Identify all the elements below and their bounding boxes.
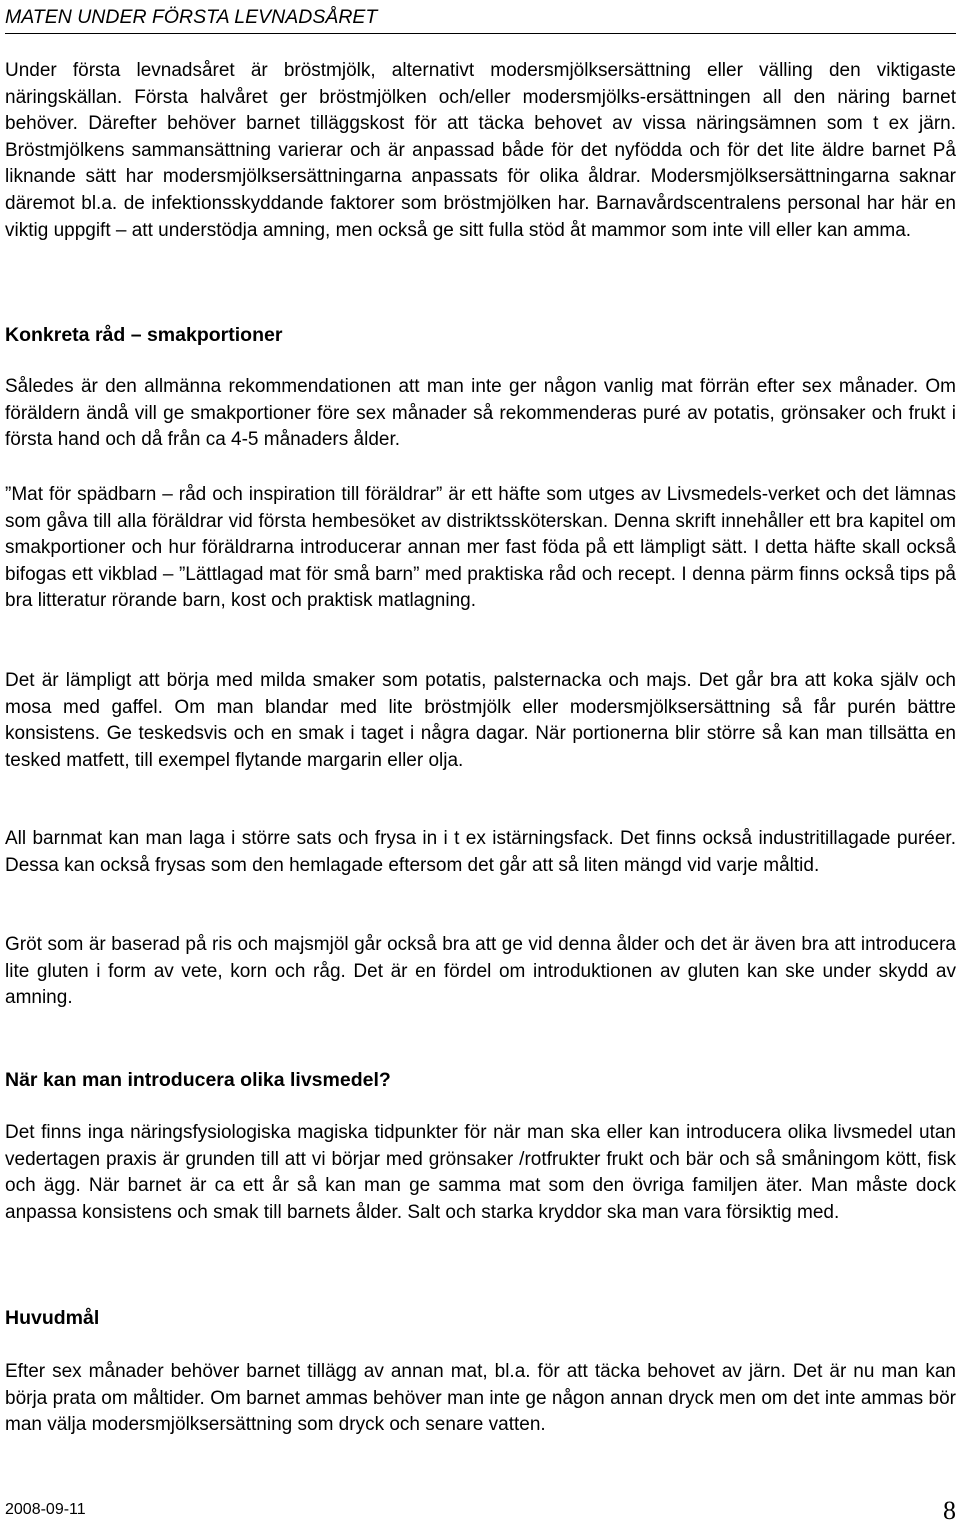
heading-introducera-livsmedel: När kan man introducera olika livsmedel? — [5, 1069, 391, 1091]
paragraph-smakportioner: Således är den allmänna rekommendationen att man inte ger någon vanlig mat förrän efter sex månader. Om föräldern ändå vill ge smakportioner före sex månader så rekommenderas puré av potatis, grönsaker och frukt i första hand och då från ca 4-5 månaders ålder. — [5, 376, 956, 451]
footer-page-number: 8 — [943, 1496, 956, 1525]
page-header-title: MATEN UNDER FÖRSTA LEVNADSÅRET — [5, 6, 378, 28]
heading-huvudmal: Huvudmål — [5, 1307, 100, 1329]
paragraph-huvudmal: Efter sex månader behöver barnet tillägg av annan mat, bl.a. för att täcka behovet av järn. Det är nu man kan börja prata om måltider. Om barnet ammas behöver man inte ge någon annan dryck men om det inte ammas bör man välja modersmjölksersättning som dryck och senare vatten. — [5, 1361, 956, 1436]
header-divider — [5, 33, 956, 34]
footer-date: 2008-09-11 — [5, 1501, 86, 1518]
paragraph-milda-smaker: Det är lämpligt att börja med milda smaker som potatis, palsternacka och majs. Det går bra att koka själv och mosa med gaffel. Om man blandar med lite bröstmjölk eller modersmjölksersättning så får purén bättre konsistens. Ge teskedsvis och en smak i taget i några dagar. När portionerna blir större så kan man tillsätta en tesked matfett, till exempel flytande margarin eller olja. — [5, 670, 956, 771]
paragraph-grot: Gröt som är baserad på ris och majsmjöl går också bra att ge vid denna ålder och det är även bra att introducera lite gluten i form av vete, korn och råg. Det är en fördel om introduktionen av gluten kan ske under skydd av amning. — [5, 934, 956, 1009]
paragraph-tidpunkter: Det finns inga näringsfysiologiska magiska tidpunkter för när man ska eller kan introducera olika livsmedel utan vedertagen praxis är grunden till att vi börjar med grönsaker /rotfrukter frukt och bär och så småningom kött, fisk och ägg. När barnet är ca ett år så kan man ge samma mat som den övriga familjen äter. Man måste dock anpassa konsistens och smak till barnets ålder. Salt och starka kryddor ska man vara försiktig med. — [5, 1122, 956, 1223]
heading-konkreta-rad: Konkreta råd – smakportioner — [5, 324, 283, 346]
paragraph-mat-for-spadbarn: ”Mat för spädbarn – råd och inspiration till föräldrar” är ett häfte som utges av Livsmedels-verket och det lämnas som gåva till alla föräldrar vid första hembesöket av distriktssköterskan. Denna skrift innehåller ett bra kapitel om smakportioner och hur föräldrarna introducerar annan mer fast föda på ett lämpligt sätt. I detta häfte skall också bifogas ett vikblad – ”Lättlagad mat för små barn” med praktiska råd och recept. I denna pärm finns också tips på bra litteratur rörande barn, kost och praktisk matlagning. — [5, 484, 956, 612]
paragraph-barnmat-frysa: All barnmat kan man laga i större sats och frysa in i t ex istärningsfack. Det finns också industritillagade puréer. Dessa kan också frysas som den hemlagade eftersom det går att så liten mängd vid varje måltid. — [5, 828, 956, 876]
paragraph-intro: Under första levnadsåret är bröstmjölk, alternativt modersmjölksersättning eller välling den viktigaste näringskällan. Första halvåret ger bröstmjölken och/eller modersmjölks-ersättningen all den näring barnet behöver. Därefter behöver barnet tilläggskost för att täcka behovet av vissa näringsämnen som t ex järn. Bröstmjölkens sammansättning varierar och är anpassad både för det nyfödda och för det lite äldre barnet På liknande sätt har modersmjölksersättningarna anpassats för olika åldrar. Modersmjölksersättningarna saknar däremot bl.a. de infektionsskyddande faktorer som bröstmjölken har. Barnavårdscentralens personal har här en viktig uppgift – att understödja amning, men också ge sitt fulla stöd åt mammor som inte vill eller kan amma. — [5, 60, 956, 241]
